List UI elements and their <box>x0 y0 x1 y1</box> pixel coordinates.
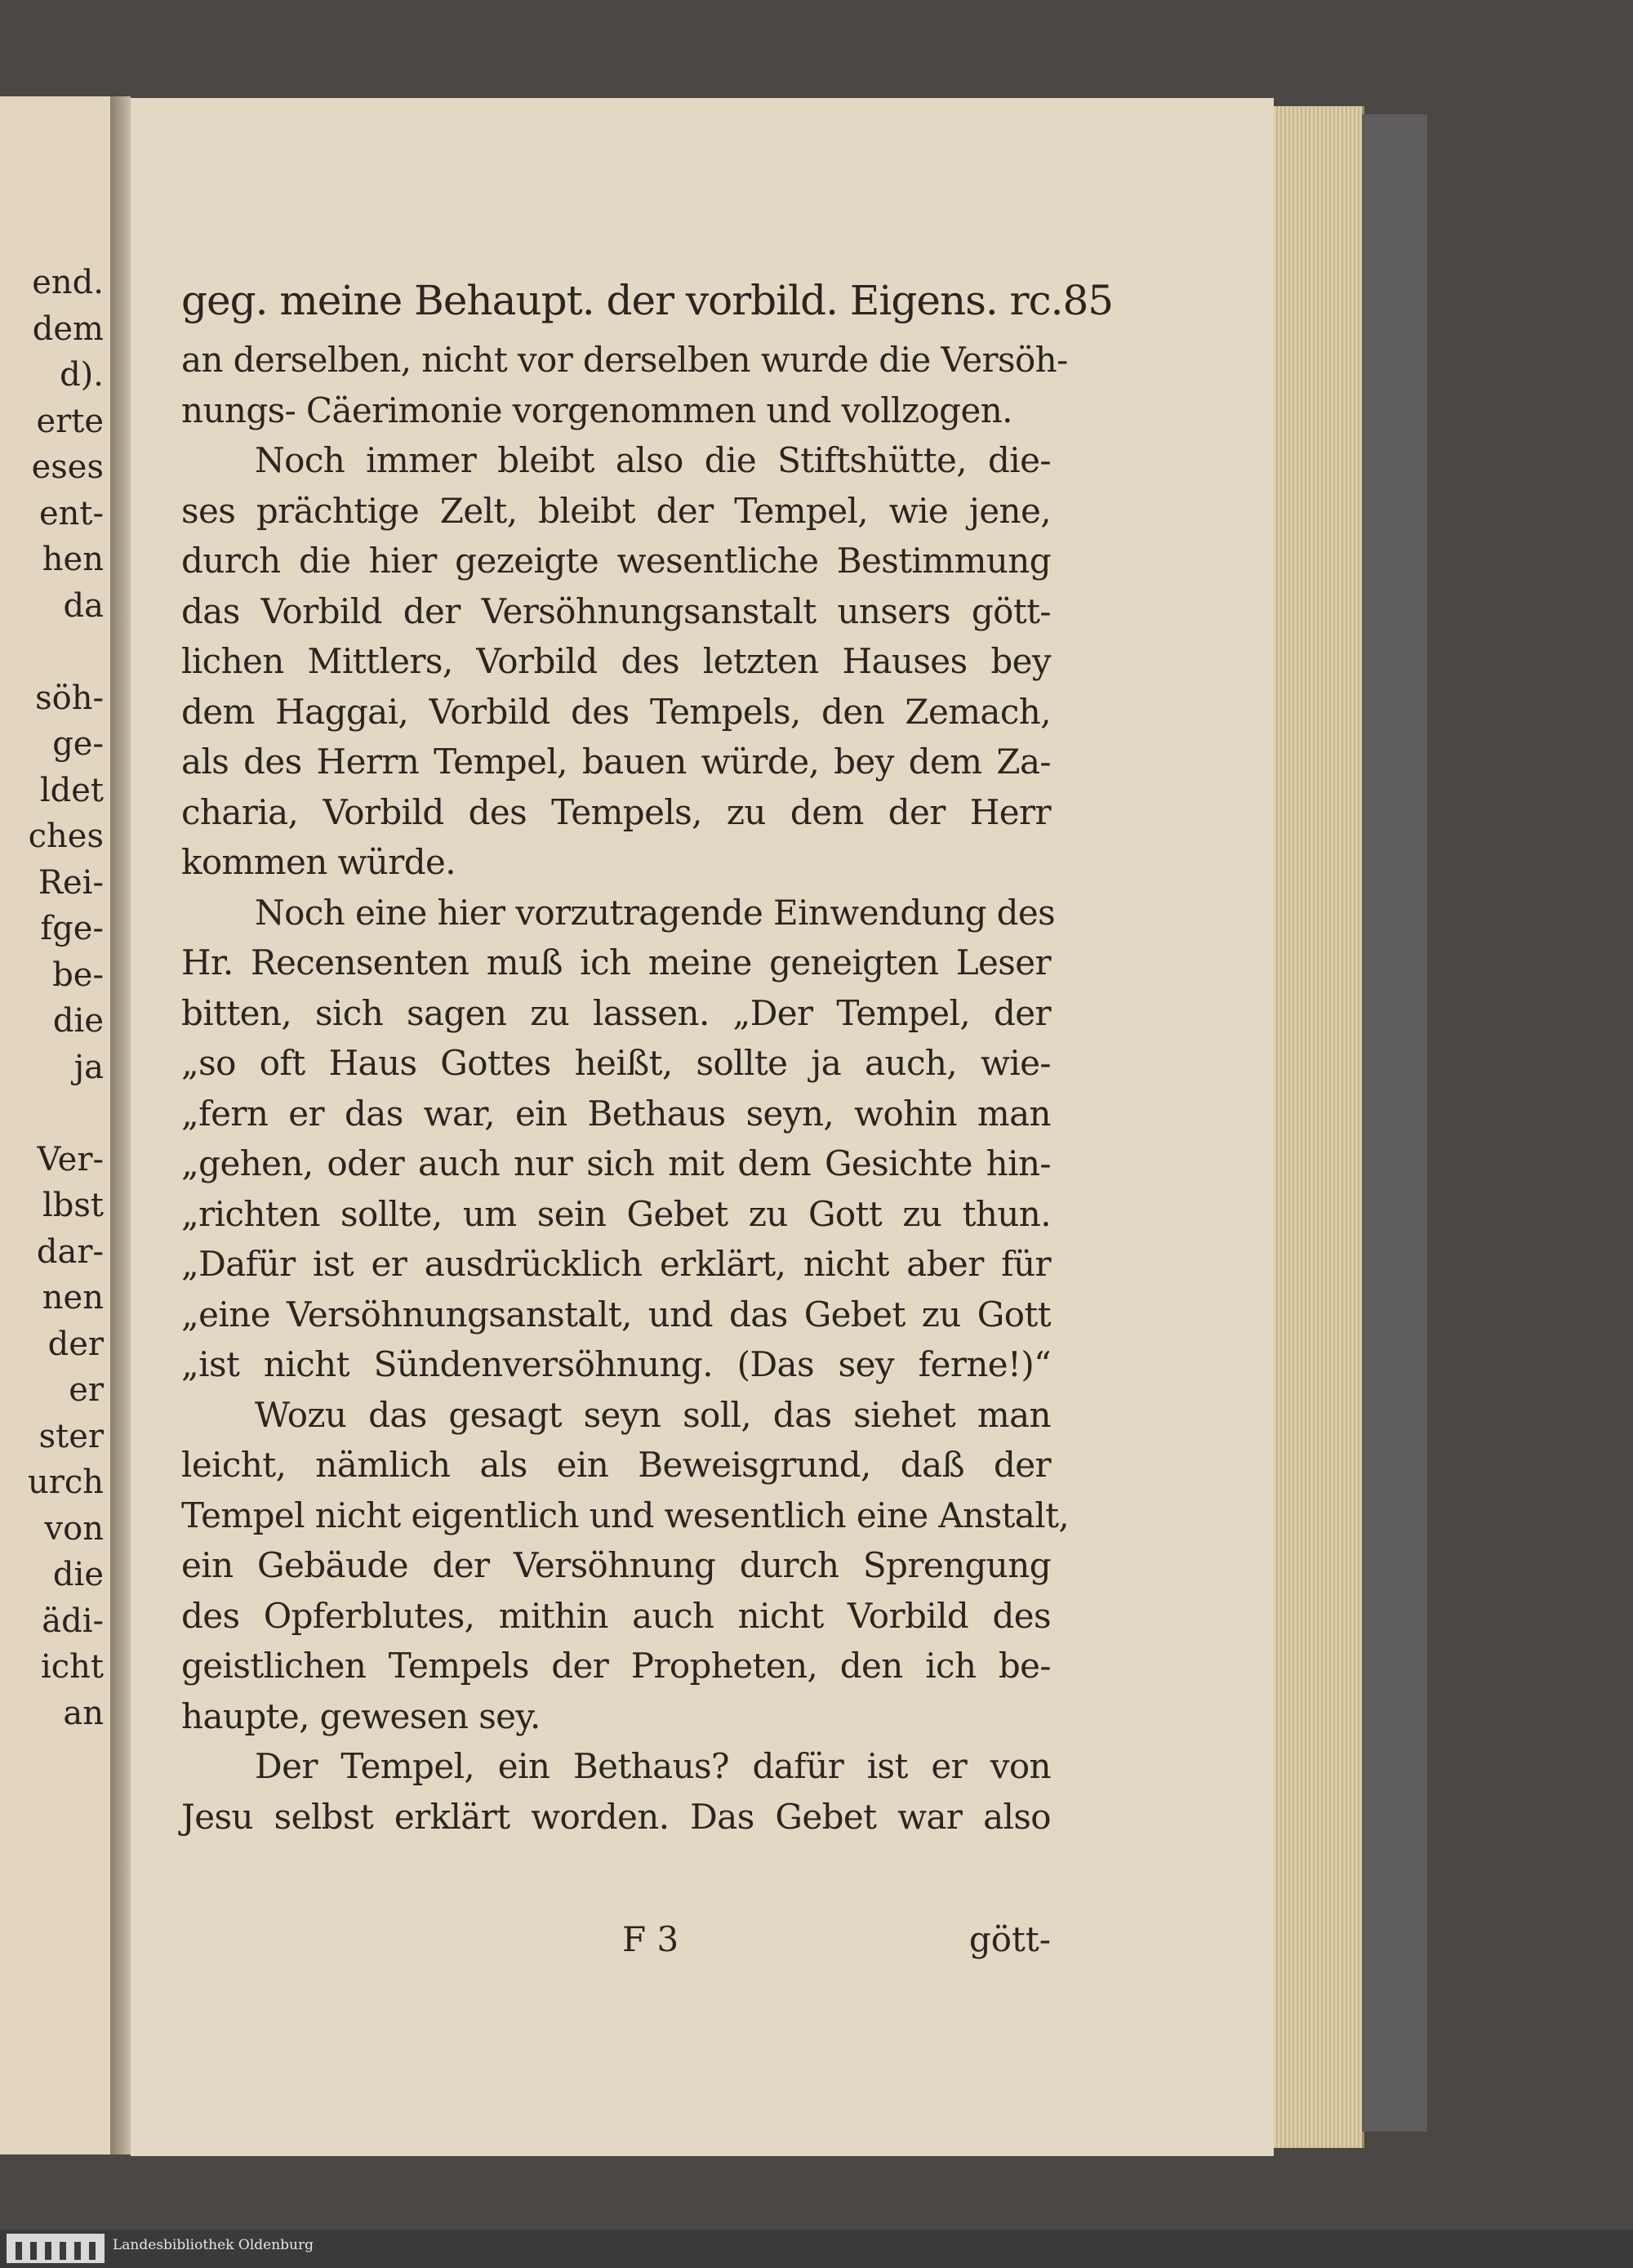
page-number: 85 <box>1062 277 1114 324</box>
text-line: Hr. Recensenten muß ich meine geneigten Leser <box>181 942 1051 983</box>
library-credit: Landesbibliothek Oldenburg <box>113 2237 314 2253</box>
book-cover <box>1362 114 1427 2132</box>
text-line: „fern er das war, ein Bethaus seyn, wohin man <box>181 1093 1051 1134</box>
text-line: durch die hier gezeigte wesentliche Bestimmung <box>181 541 1051 581</box>
text-line: charia, Vorbild des Tempels, zu dem der Herr <box>181 791 1051 832</box>
text-line: ein Gebäude der Versöhnung durch Sprengung <box>181 1545 1051 1585</box>
signature-mark: F 3 <box>622 1919 679 1959</box>
left-margin-word <box>6 1090 104 1137</box>
left-margin-word: die <box>52 1556 104 1593</box>
text-line: geistlichen Tempels der Propheten, den ich be- <box>181 1646 1051 1686</box>
text-line: nungs- Cäerimonie vorgenommen und vollzogen. <box>181 390 1012 430</box>
text-line: „gehen, oder auch nur sich mit dem Gesichte hin- <box>181 1143 1051 1183</box>
text-line: Noch immer bleibt also die Stiftshütte, die- <box>255 440 1051 480</box>
text-line: das Vorbild der Versöhnungsanstalt unsers gött- <box>181 590 1051 631</box>
text-line: Wozu das gesagt seyn soll, das siehet man <box>255 1394 1051 1435</box>
text-line: Tempel nicht eigentlich und wesentlich eine Anstalt, <box>181 1495 1070 1535</box>
left-margin-word: ldet <box>39 771 104 809</box>
left-margin-word: hen <box>42 541 104 578</box>
left-margin-word: nen <box>42 1279 104 1317</box>
running-head <box>181 276 1114 325</box>
text-line: des Opferblutes, mithin auch nicht Vorbild des <box>181 1595 1051 1636</box>
left-page-cut-text <box>6 260 104 1736</box>
text-line: haupte, gewesen sey. <box>181 1695 541 1736</box>
text-line: dem Haggai, Vorbild des Tempels, den Zemach, <box>181 691 1051 732</box>
left-margin-word: da <box>63 586 104 625</box>
left-page <box>0 96 113 2154</box>
left-margin-word: erte <box>36 402 104 440</box>
left-margin-word: dar- <box>36 1232 104 1271</box>
left-margin-word: ädi- <box>42 1602 104 1640</box>
left-margin-word: an <box>63 1694 104 1732</box>
left-margin-word: d). <box>60 356 104 394</box>
text-line: ses prächtige Zelt, bleibt der Tempel, wie jene, <box>181 490 1051 531</box>
left-margin-word: er <box>69 1371 104 1409</box>
text-line: „richten sollte, um sein Gebet zu Gott zu thun. <box>181 1193 1051 1234</box>
left-margin-word: die <box>52 1002 104 1040</box>
left-margin-word: ja <box>73 1048 104 1086</box>
catchword: gött- <box>968 1919 1051 1959</box>
text-line: Jesu selbst erklärt worden. Das Gebet war also <box>181 1796 1051 1837</box>
left-margin-word: Ver- <box>37 1140 104 1179</box>
left-margin-word: ches <box>28 818 104 855</box>
text-line: lichen Mittlers, Vorbild des letzten Hauses bey <box>181 641 1051 681</box>
text-line: Noch eine hier vorzutragende Einwendung des <box>255 892 1056 933</box>
text-line: „ist nicht Sündenversöhnung. (Das sey ferne!)“ <box>181 1344 1051 1384</box>
left-margin-word: fge- <box>40 910 104 947</box>
text-line: Der Tempel, ein Bethaus? dafür ist er von <box>255 1746 1051 1786</box>
left-margin-word: ent- <box>38 494 104 532</box>
left-margin-word: end. <box>32 264 104 301</box>
text-line: bitten, sich sagen zu lassen. „Der Tempel, der <box>181 992 1051 1033</box>
text-line: als des Herrn Tempel, bauen würde, bey dem Za- <box>181 742 1051 782</box>
left-margin-word: der <box>47 1325 104 1363</box>
book-gutter <box>110 96 131 2154</box>
left-margin-word <box>6 629 104 675</box>
left-margin-word: dem <box>32 310 104 348</box>
running-head-title: geg. meine Behaupt. der vorbild. Eigens. rc. <box>181 277 1063 324</box>
text-line: kommen würde. <box>181 842 456 882</box>
left-margin-word: urch <box>27 1464 104 1501</box>
page-edges <box>1274 106 1364 2148</box>
left-margin-word: von <box>44 1509 104 1548</box>
left-margin-word: söh- <box>35 679 104 717</box>
left-margin-word: Rei- <box>38 863 104 902</box>
left-margin-word: lbst <box>42 1187 104 1224</box>
text-line: „so oft Haus Gottes heißt, sollte ja auch, wie- <box>181 1043 1051 1083</box>
left-margin-word: eses <box>31 448 104 486</box>
left-margin-word: icht <box>40 1648 104 1686</box>
text-line: „eine Versöhnungsanstalt, und das Gebet zu Gott <box>181 1294 1051 1335</box>
text-line: an derselben, nicht vor derselben wurde die Versöh- <box>181 340 1068 380</box>
left-margin-word: be- <box>52 956 104 994</box>
left-margin-word: ster <box>38 1417 104 1455</box>
library-logo-icon <box>7 2234 105 2263</box>
left-margin-word: ge- <box>52 725 104 763</box>
text-line: leicht, nämlich als ein Beweisgrund, daß der <box>181 1445 1051 1485</box>
body-text <box>181 335 1070 1842</box>
text-line: „Dafür ist er ausdrücklich erklärt, nicht aber für <box>181 1244 1051 1284</box>
page-text <box>181 276 1114 1842</box>
